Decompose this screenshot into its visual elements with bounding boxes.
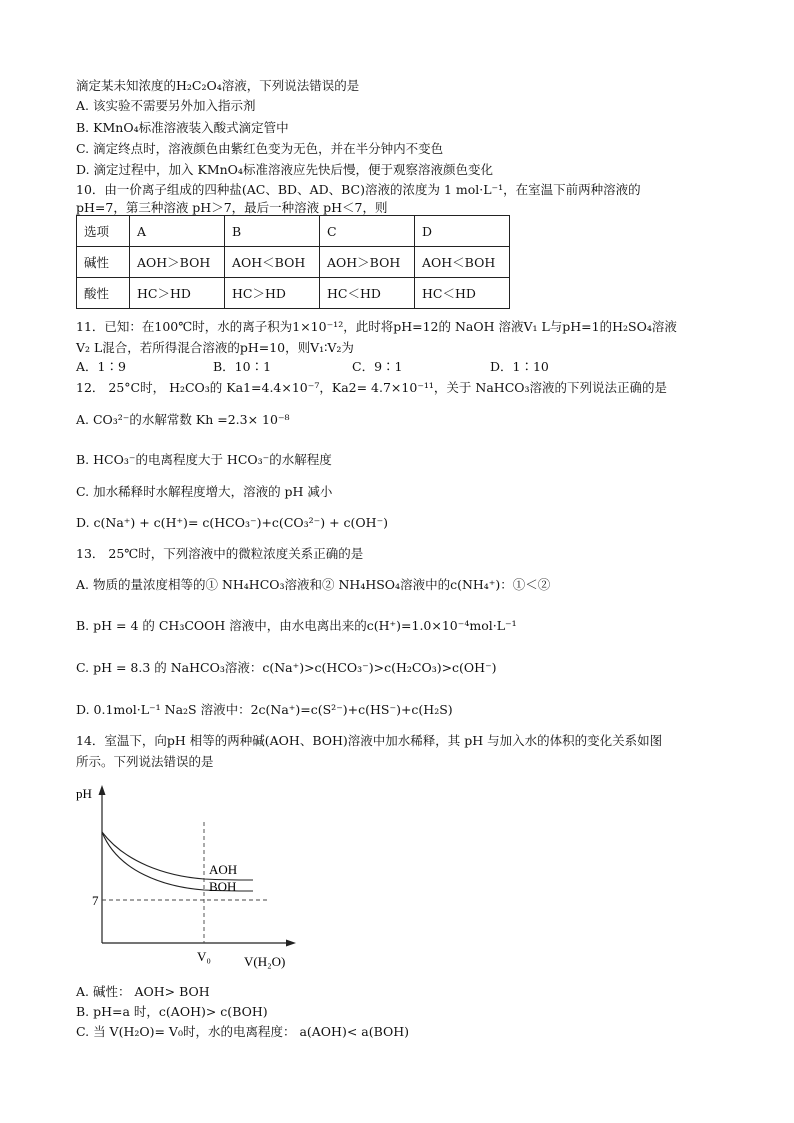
curve-label-aoh: AOH bbox=[209, 862, 238, 877]
q12-option-b: B. HCO₃⁻的电离程度大于 HCO₃⁻的水解程度 bbox=[76, 452, 332, 467]
q14-option-c: C. 当 V(H₂O)= V₀时，水的电离程度： a(AOH)< a(BOH) bbox=[76, 1024, 410, 1039]
table-cell: C bbox=[320, 216, 415, 247]
q13-option-c: C. pH = 8.3 的 NaHCO₃溶液：c(Na⁺)>c(HCO₃⁻)>c(H₂CO₃)>c(OH⁻) bbox=[76, 660, 497, 675]
q10-stem-line1: 10．由一价离子组成的四种盐(AC、BD、AD、BC)溶液的浓度为 1 mol·L⁻¹，在室温下前两种溶液的 bbox=[76, 182, 641, 197]
q13-option-a: A. 物质的量浓度相等的① NH₄HCO₃溶液和② NH₄HSO₄溶液中的c(NH₄⁺)：①＜② bbox=[76, 577, 551, 592]
q12-option-d: D. c(Na⁺) + c(H⁺)= c(HCO₃⁻)+c(CO₃²⁻) + c(OH⁻) bbox=[76, 515, 389, 530]
table-row bbox=[77, 247, 510, 278]
q10-options-table bbox=[76, 215, 510, 309]
q12-stem: 12． 25°C时， H₂CO₃的 Ka1=4.4×10⁻⁷，Ka2= 4.7×10⁻¹¹，关于 NaHCO₃溶液的下列说法正确的是 bbox=[76, 380, 668, 395]
curve-label-boh: BOH bbox=[209, 879, 237, 894]
table-cell: HC＜HD bbox=[320, 278, 415, 309]
table-row bbox=[77, 216, 510, 247]
q11-option-d: D．1∶10 bbox=[490, 359, 549, 374]
y-tick-label: 7 bbox=[92, 893, 99, 908]
x-tick-label: V₀ bbox=[197, 949, 211, 964]
table-cell: AOH＜BOH bbox=[415, 247, 510, 278]
table-cell: HC＞HD bbox=[225, 278, 320, 309]
dilution-graph bbox=[70, 780, 310, 970]
q11-option-c: C．9∶1 bbox=[352, 359, 403, 374]
table-cell: 酸性 bbox=[77, 278, 130, 309]
table-cell: 选项 bbox=[77, 216, 130, 247]
y-axis-arrow bbox=[99, 785, 106, 795]
y-axis-label: pH bbox=[76, 786, 92, 801]
q11-option-a: A．1∶9 bbox=[76, 359, 126, 374]
q9-option-b: B. KMnO₄标准溶液装入酸式滴定管中 bbox=[76, 120, 289, 135]
q9-option-d: D. 滴定过程中，加入 KMnO₄标准溶液应先快后慢，便于观察溶液颜色变化 bbox=[76, 162, 493, 177]
q13-option-b: B. pH = 4 的 CH₃COOH 溶液中，由水电离出来的c(H⁺)=1.0×10⁻⁴mol·L⁻¹ bbox=[76, 618, 517, 633]
q12-option-a: A. CO₃²⁻的水解常数 Kh =2.3× 10⁻⁸ bbox=[76, 412, 290, 427]
q11-stem-line1: 11．已知：在100℃时，水的离子积为1×10⁻¹²，此时将pH=12的 NaOH 溶液V₁ L与pH=1的H₂SO₄溶液 bbox=[76, 319, 677, 334]
q14-option-b: B. pH=a 时，c(AOH)> c(BOH) bbox=[76, 1004, 268, 1019]
x-axis-label: V(H₂O) bbox=[244, 954, 286, 969]
q11-option-b: B．10∶1 bbox=[213, 359, 272, 374]
table-cell: AOH＞BOH bbox=[320, 247, 415, 278]
q9-option-a: A. 该实验不需要另外加入指示剂 bbox=[76, 98, 256, 113]
table-cell: D bbox=[415, 216, 510, 247]
table-cell: HC＞HD bbox=[130, 278, 225, 309]
table-cell: 碱性 bbox=[77, 247, 130, 278]
q14-option-a: A. 碱性： AOH> BOH bbox=[76, 984, 210, 999]
q12-option-c: C. 加水稀释时水解程度增大，溶液的 pH 减小 bbox=[76, 484, 333, 499]
q9-stem: 滴定某未知浓度的H₂C₂O₄溶液，下列说法错误的是 bbox=[76, 78, 360, 93]
table-cell: AOH＞BOH bbox=[130, 247, 225, 278]
x-axis-arrow bbox=[286, 940, 296, 947]
q11-stem-line2: V₂ L混合，若所得混合溶液的pH=10，则V₁∶V₂为 bbox=[76, 340, 354, 355]
q14-stem-line2: 所示。下列说法错误的是 bbox=[76, 754, 214, 769]
table-row bbox=[77, 278, 510, 309]
table-cell: A bbox=[130, 216, 225, 247]
q10-stem-line2: pH=7，第三种溶液 pH＞7，最后一种溶液 pH＜7，则 bbox=[76, 200, 388, 215]
q14-stem-line1: 14．室温下，向pH 相等的两种碱(AOH、BOH)溶液中加水稀释，其 pH 与加入水的体积的变化关系如图 bbox=[76, 733, 663, 748]
table-cell: AOH＜BOH bbox=[225, 247, 320, 278]
q9-option-c: C. 滴定终点时，溶液颜色由紫红色变为无色，并在半分钟内不变色 bbox=[76, 141, 444, 156]
table-cell: HC＜HD bbox=[415, 278, 510, 309]
table-cell: B bbox=[225, 216, 320, 247]
q13-stem: 13． 25℃时，下列溶液中的微粒浓度关系正确的是 bbox=[76, 546, 364, 561]
q13-option-d: D. 0.1mol·L⁻¹ Na₂S 溶液中：2c(Na⁺)=c(S²⁻)+c(HS⁻)+c(H₂S) bbox=[76, 702, 453, 717]
